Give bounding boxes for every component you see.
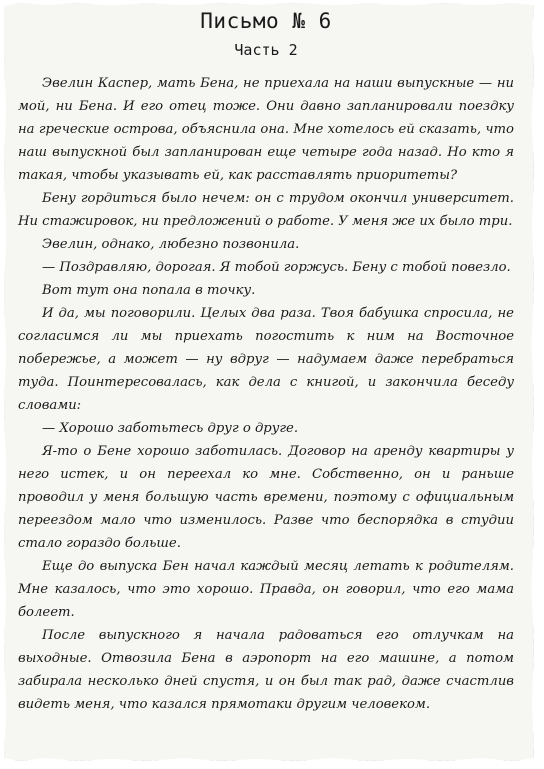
paragraph: После выпускного я начала радоваться его отлучкам на выходные. Отвозила Бена в аэропорт на его машине, а потом забирала несколько дней спустя, и он был так рад, даже счастлив видеть меня, что казался прямотаки другим человеком. <box>18 628 514 712</box>
paragraph: И да, мы поговорили. Целых два раза. Твоя бабушка спросила, не согласимся ли мы приехать погостить к ним на Восточное побережье, а может — ну вдруг — надумаем даже перебраться туда. Поинтересовалась, как дела с книгой, и закончила беседу словами: <box>18 306 514 413</box>
paragraph: Еще до выпуска Бен начал каждый месяц летать к родителям. Мне казалось, что это хорошо. Правда, он говорил, что его мама болеет. <box>18 559 514 620</box>
paragraph: Бену гордиться было нечем: он с трудом окончил университет. Ни стажировок, ни предложений о работе. У меня же их было три. <box>18 191 514 229</box>
paragraph: Я-то о Бене хорошо заботилась. Договор на аренду квартиры у него истек, и он переехал ко мне. Собственно, он и раньше проводил у меня большую часть времени, поэтому с официальным переездом мало что изменилось. Разве что беспорядка в студии стало гораздо больше. <box>18 444 514 551</box>
letter-content <box>18 8 514 716</box>
paragraph: Эвелин, однако, любезно позвонила. <box>42 237 300 252</box>
paragraph: Вот тут она попала в точку. <box>42 283 256 298</box>
letter-subtitle: Часть 2 <box>234 41 298 59</box>
paragraph: — Поздравляю, дорогая. Я тобой горжусь. Бену с тобой повезло. <box>42 260 511 275</box>
letter-title: Письмо № 6 <box>200 9 332 33</box>
paragraph: — Хорошо заботьтесь друг о друге. <box>42 421 299 436</box>
paragraph: Эвелин Каспер, мать Бена, не приехала на наши выпускные — ни мой, ни Бена. И его отец тоже. Они давно запланировали поездку на греческие острова, объяснила она. Мне хотелось ей сказать, что наш выпускной был запланирован еще четыре года назад. Но кто я такая, чтобы указывать ей, как расставлять приоритеты? <box>18 76 514 183</box>
letter-body <box>18 72 514 716</box>
